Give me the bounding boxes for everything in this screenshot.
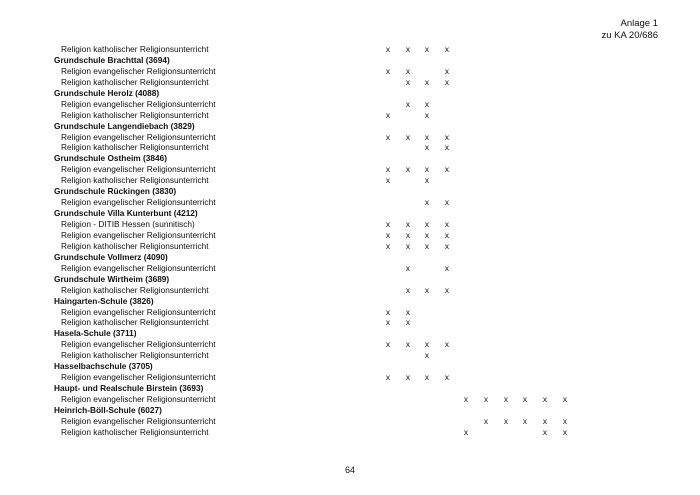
- offer-mark: x: [562, 394, 568, 404]
- school-name: Grundschule Herolz (4088): [54, 87, 160, 98]
- offer-mark: x: [385, 164, 391, 175]
- subject-row: [0, 350, 700, 361]
- offer-mark: x: [522, 394, 528, 404]
- offer-mark: x: [424, 109, 430, 120]
- offer-mark: x: [424, 350, 430, 361]
- subject-label: Religion katholischer Religionsunterricht: [61, 175, 209, 186]
- offer-mark: x: [424, 229, 430, 240]
- school-name: Haingarten-Schule (3826): [54, 295, 154, 306]
- offer-mark: x: [405, 76, 411, 87]
- subject-row: [0, 110, 700, 121]
- subject-row: [0, 77, 700, 88]
- school-name: Grundschule Ostheim (3846): [54, 153, 167, 164]
- offer-mark: x: [385, 240, 391, 251]
- subject-row: [0, 99, 700, 110]
- offer-mark: x: [444, 76, 450, 87]
- offer-mark: x: [405, 131, 411, 142]
- school-name: Hasela-Schule (3711): [54, 328, 137, 339]
- offer-mark: x: [424, 44, 430, 54]
- offer-mark: x: [463, 394, 469, 404]
- offer-mark: x: [405, 317, 411, 328]
- school-heading-row: [0, 274, 700, 285]
- offer-mark: x: [424, 372, 430, 383]
- subject-row: [0, 394, 700, 405]
- offer-mark: x: [444, 240, 450, 251]
- offer-mark: x: [385, 339, 391, 350]
- offer-mark: x: [424, 197, 430, 208]
- offer-mark: x: [444, 142, 450, 153]
- subject-label: Religion evangelischer Religionsunterricht: [61, 164, 216, 175]
- offer-mark: x: [483, 394, 489, 404]
- school-name: Grundschule Langendiebach (3829): [54, 120, 195, 131]
- school-name: Grundschule Brachttal (3694): [54, 54, 170, 65]
- offer-mark: x: [424, 76, 430, 87]
- subject-label: Religion evangelischer Religionsunterricht: [61, 394, 216, 404]
- reference-label: zu KA 20/686: [601, 29, 658, 41]
- school-heading-row: [0, 121, 700, 132]
- offer-mark: x: [385, 65, 391, 76]
- subject-label: Religion katholischer Religionsunterricht: [61, 426, 209, 437]
- offer-mark: x: [444, 284, 450, 295]
- school-heading-row: [0, 186, 700, 197]
- offer-mark: x: [503, 394, 509, 404]
- subject-label: Religion katholischer Religionsunterricht: [61, 109, 209, 120]
- offer-mark: x: [405, 284, 411, 295]
- school-name: Haupt- und Realschule Birstein (3693): [54, 383, 204, 394]
- offer-mark: x: [542, 394, 548, 404]
- offer-mark: x: [542, 415, 548, 426]
- subject-label: Religion katholischer Religionsunterricht: [61, 350, 209, 361]
- school-heading-row: [0, 383, 700, 394]
- offer-mark: x: [424, 164, 430, 175]
- school-name: Grundschule Villa Kunterbunt (4212): [54, 208, 198, 219]
- subject-label: Religion evangelischer Religionsunterricht: [61, 197, 216, 208]
- offer-mark: x: [405, 339, 411, 350]
- subject-row: [0, 219, 700, 230]
- offer-mark: x: [405, 240, 411, 251]
- attachment-label: Anlage 1: [620, 18, 658, 29]
- offer-mark: x: [405, 65, 411, 76]
- page-number: 64: [344, 465, 355, 475]
- subject-row: [0, 372, 700, 383]
- offer-mark: x: [424, 219, 430, 229]
- school-name: Hasselbachschule (3705): [54, 361, 153, 372]
- subject-label: Religion katholischer Religionsunterricht: [61, 240, 209, 251]
- offer-mark: x: [405, 306, 411, 317]
- subject-row: [0, 175, 700, 186]
- subject-row: [0, 285, 700, 296]
- subject-label: Religion evangelischer Religionsunterricht: [61, 229, 216, 240]
- subject-label: Religion - DITIB Hessen (sunnitisch): [61, 219, 195, 229]
- offer-mark: x: [424, 284, 430, 295]
- offer-mark: x: [405, 229, 411, 240]
- offer-mark: x: [385, 175, 391, 186]
- offer-mark: x: [424, 240, 430, 251]
- subject-row: [0, 427, 700, 438]
- subject-label: Religion evangelischer Religionsunterricht: [61, 372, 216, 383]
- subject-row: [0, 307, 700, 318]
- school-name: Grundschule Wirtheim (3689): [54, 273, 170, 284]
- subject-row: [0, 263, 700, 274]
- offer-mark: x: [405, 44, 411, 54]
- offer-mark: x: [424, 175, 430, 186]
- offer-mark: x: [444, 372, 450, 383]
- school-heading-row: [0, 88, 700, 99]
- subject-label: Religion evangelischer Religionsunterricht: [61, 131, 216, 142]
- subject-row: [0, 317, 700, 328]
- school-heading-row: [0, 296, 700, 307]
- offer-mark: x: [444, 197, 450, 208]
- offer-mark: x: [503, 415, 509, 426]
- subject-label: Religion evangelischer Religionsunterricht: [61, 65, 216, 76]
- offer-mark: x: [424, 98, 430, 109]
- school-name: Grundschule Rückingen (3830): [54, 186, 177, 197]
- subject-label: Religion evangelischer Religionsunterricht: [61, 415, 216, 426]
- offer-mark: x: [385, 131, 391, 142]
- subject-label: Religion katholischer Religionsunterricht: [61, 76, 209, 87]
- subject-row: [0, 132, 700, 143]
- school-heading-row: [0, 55, 700, 66]
- offer-mark: x: [562, 426, 568, 437]
- subject-row: [0, 339, 700, 350]
- subject-row: [0, 44, 700, 55]
- subject-label: Religion katholischer Religionsunterricht: [61, 44, 209, 54]
- offer-mark: x: [444, 229, 450, 240]
- offer-mark: x: [444, 262, 450, 273]
- school-heading-row: [0, 328, 700, 339]
- subject-row: [0, 142, 700, 153]
- school-name: Heinrich-Böll-Schule (6027): [54, 404, 162, 415]
- subject-label: Religion evangelischer Religionsunterricht: [61, 262, 216, 273]
- subject-label: Religion katholischer Religionsunterricht: [61, 317, 209, 328]
- offer-mark: x: [424, 339, 430, 350]
- offer-mark: x: [444, 219, 450, 229]
- offer-mark: x: [542, 426, 548, 437]
- school-heading-row: [0, 405, 700, 416]
- offer-mark: x: [405, 164, 411, 175]
- offer-mark: x: [385, 44, 391, 54]
- school-name: Grundschule Vollmerz (4090): [54, 251, 168, 262]
- offer-mark: x: [405, 98, 411, 109]
- offer-mark: x: [405, 219, 411, 229]
- subject-label: Religion katholischer Religionsunterricht: [61, 142, 209, 153]
- subject-row: [0, 164, 700, 175]
- subject-row: [0, 230, 700, 241]
- subject-label: Religion evangelischer Religionsunterricht: [61, 339, 216, 350]
- school-subject-table: [0, 44, 700, 438]
- offer-mark: x: [444, 44, 450, 54]
- subject-label: Religion katholischer Religionsunterricht: [61, 284, 209, 295]
- offer-mark: x: [562, 415, 568, 426]
- offer-mark: x: [385, 372, 391, 383]
- offer-mark: x: [444, 164, 450, 175]
- school-heading-row: [0, 208, 700, 219]
- offer-mark: x: [444, 131, 450, 142]
- offer-mark: x: [522, 415, 528, 426]
- offer-mark: x: [444, 65, 450, 76]
- offer-mark: x: [424, 142, 430, 153]
- subject-row: [0, 197, 700, 208]
- header-block: [601, 18, 658, 41]
- offer-mark: x: [385, 229, 391, 240]
- subject-row: [0, 241, 700, 252]
- subject-row: [0, 416, 700, 427]
- school-heading-row: [0, 153, 700, 164]
- offer-mark: x: [385, 219, 391, 229]
- offer-mark: x: [385, 306, 391, 317]
- subject-label: Religion evangelischer Religionsunterricht: [61, 306, 216, 317]
- offer-mark: x: [483, 415, 489, 426]
- subject-label: Religion evangelischer Religionsunterricht: [61, 98, 216, 109]
- offer-mark: x: [405, 262, 411, 273]
- subject-row: [0, 66, 700, 77]
- offer-mark: x: [424, 131, 430, 142]
- school-heading-row: [0, 252, 700, 263]
- offer-mark: x: [385, 317, 391, 328]
- offer-mark: x: [405, 372, 411, 383]
- school-heading-row: [0, 361, 700, 372]
- offer-mark: x: [444, 339, 450, 350]
- offer-mark: x: [463, 426, 469, 437]
- offer-mark: x: [385, 109, 391, 120]
